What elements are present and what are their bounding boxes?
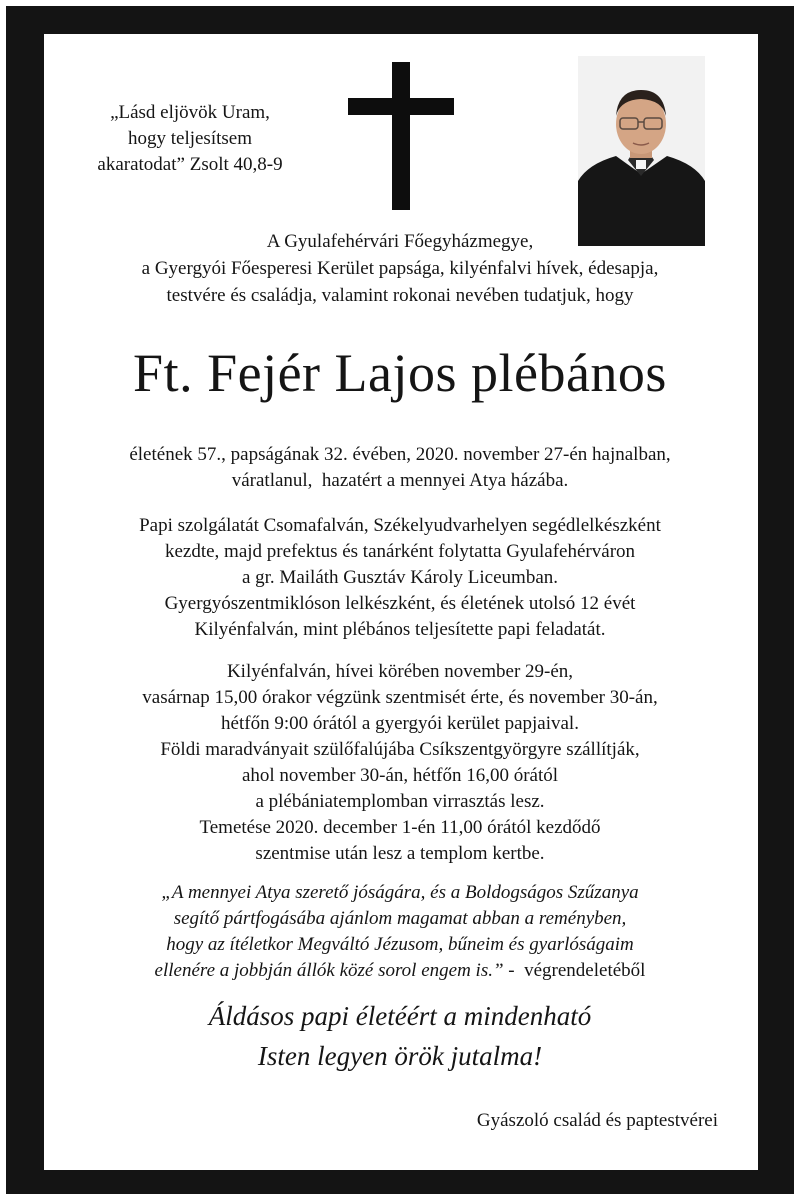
testament-line-text: ellenére a jobbján állók közé sorol engem is.” - <box>154 960 515 981</box>
cross-icon <box>348 62 454 210</box>
cross-horizontal-bar <box>348 98 454 115</box>
service-history-paragraph <box>40 513 760 643</box>
paragraph-line: hétfőn 9:00 órától a gyergyói kerület papjaival. <box>221 713 579 734</box>
intro-line: a Gyergyói Főesperesi Kerület papsága, kilyénfalvi hívek, édesapja, <box>141 258 659 279</box>
blessing-line: Isten legyen örök jutalma! <box>257 1041 543 1071</box>
paragraph-line: ahol november 30-án, hétfőn 16,00 órától <box>241 765 559 786</box>
blessing-line: Áldásos papi életéért a mindenható <box>208 1001 592 1031</box>
death-notice-paragraph <box>40 442 760 494</box>
paragraph-line: kezdte, majd prefektus és tanárként folytatta Gyulafehérváron <box>164 541 636 562</box>
quote-line: „Lásd eljövök Uram, <box>110 102 270 123</box>
blessing <box>40 996 760 1076</box>
paragraph-line: életének 57., papságának 32. évében, 2020. november 27-én hajnalban, <box>129 444 671 465</box>
psalm-quote <box>60 100 320 178</box>
paragraph-line: a plébániatemplomban virrasztás lesz. <box>255 791 545 812</box>
portrait-photo <box>578 56 705 246</box>
announcement-intro <box>40 228 760 309</box>
quote-line: akaratodat” Zsolt 40,8-9 <box>97 154 283 175</box>
quote-line: hogy teljesítsem <box>127 128 252 149</box>
testament-line: „A mennyei Atya szerető jóságára, és a Boldogságos Szűzanya <box>161 882 639 903</box>
paragraph-line: Kilyénfalván, mint plébános teljesítette papi feladatát. <box>194 619 606 640</box>
paragraph-line: Papi szolgálatát Csomafalván, Székelyudvarhelyen segédlelkészként <box>139 515 661 536</box>
intro-line: A Gyulafehérvári Főegyházmegye, <box>266 231 534 252</box>
cross-vertical-bar <box>392 62 410 210</box>
paragraph-line: vasárnap 15,00 órakor végzünk szentmisét érte, és november 30-án, <box>142 687 658 708</box>
intro-line: testvére és családja, valamint rokonai nevében tudatjuk, hogy <box>166 285 634 306</box>
testament-quote <box>40 880 760 984</box>
paragraph-line: Gyergyószentmiklóson lelkészként, és életének utolsó 12 évét <box>164 593 636 614</box>
paragraph-line: a gr. Mailáth Gusztáv Károly Liceumban. <box>241 567 559 588</box>
testament-line: hogy az ítéletkor Megváltó Jézusom, bűneim és gyarlóságaim <box>166 934 634 955</box>
paragraph-line: Temetése 2020. december 1-én 11,00 órától kezdődő <box>199 817 601 838</box>
funeral-details-paragraph <box>40 659 760 867</box>
paragraph-line: váratlanul, hazatért a mennyei Atya házába. <box>231 470 569 491</box>
deceased-name: Ft. Fejér Lajos plébános <box>133 343 667 403</box>
paragraph-line: szentmise után lesz a templom kertbe. <box>255 843 545 864</box>
testament-source: végrendeletéből <box>524 960 646 981</box>
testament-line: segítő pártfogásába ajánlom magamat abban a reményben, <box>173 908 627 929</box>
testament-line <box>40 958 760 984</box>
paragraph-line: Kilyénfalván, hívei körében november 29-én, <box>226 661 574 682</box>
mourners-signature: Gyászoló család és paptestvérei <box>476 1110 718 1131</box>
paragraph-line: Földi maradványait szülőfalújába Csíkszentgyörgyre szállítják, <box>160 739 640 760</box>
